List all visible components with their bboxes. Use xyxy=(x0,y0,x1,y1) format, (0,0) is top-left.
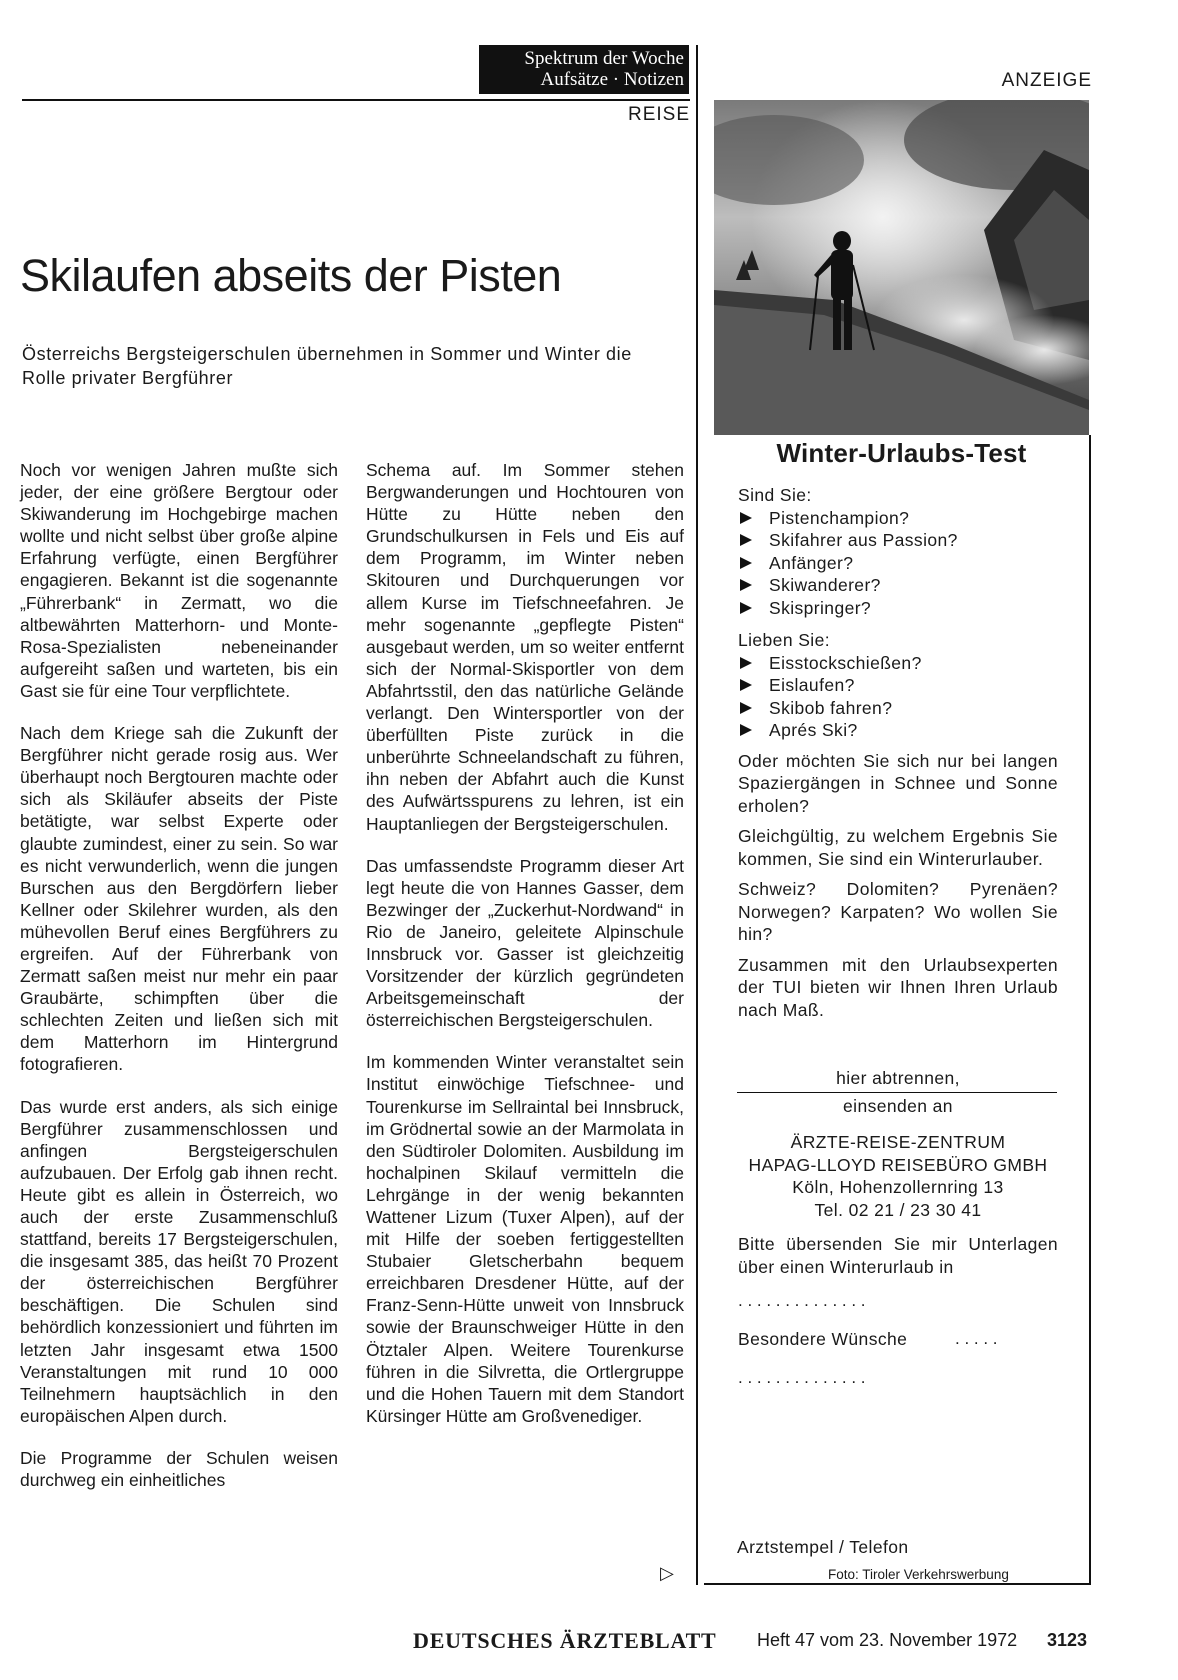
article-column-2 xyxy=(366,459,684,1447)
section-subtitle: Aufsätze · Notizen xyxy=(540,69,684,90)
article-subtitle: Österreichs Bergsteigerschulen übernehmen in Sommer und Winter die Rolle privater Bergführer xyxy=(22,344,632,388)
article-column-1 xyxy=(20,459,338,1511)
ad-paragraph: Zusammen mit den Urlaubsexperten der TUI bieten wir Ihnen Ihren Urlaub nach Maß. xyxy=(738,954,1058,1020)
list-item-label: Eislaufen? xyxy=(769,675,855,695)
address-line: ÄRZTE-REISE-ZENTRUM xyxy=(790,1132,1006,1152)
bullet-triangle-icon xyxy=(740,579,752,591)
address-line: Köln, Hohenzollernring 13 xyxy=(792,1177,1004,1197)
paragraph: Nach dem Kriege sah die Zukunft der Bergführer nicht gerade rosig aus. Wer überhaupt noch Bergtouren machte oder sich als Skiläufer abseits der Piste betätigte, war selbst Experte oder glaubte zumindest, einer zu sein. So war es nicht verwunderlich, wenn die jungen Burschen aus den Bergdörfern lieber Kellner oder Skilehrer wurden, als den mühevollen Beruf eines Bergführers zu ergreifen. Auf der Führerbank von Zermatt saßen meist nur mehr ein paar Graubärte, schimpften über die schlechten Zeiten und ließen sich mit dem Matterhorn im Hintergrund fotografieren. xyxy=(20,723,338,1075)
list-item xyxy=(738,674,1058,697)
bullet-triangle-icon xyxy=(740,534,752,546)
wishes-fill-in-line[interactable]: . . . . . xyxy=(955,1329,998,1348)
rubric-label: REISE xyxy=(627,104,690,125)
list-item-label: Skibob fahren? xyxy=(769,697,893,718)
fill-in-line[interactable]: . . . . . . . . . . . . . . xyxy=(738,1291,866,1310)
cut-instruction-2: einsenden an xyxy=(843,1096,953,1116)
photo-credit: Foto: Tiroler Verkehrswerbung xyxy=(828,1567,1009,1582)
list-item-label: Skispringer? xyxy=(769,597,872,618)
list-item-label: Aprés Ski? xyxy=(769,720,858,740)
cut-instruction-1: hier abtrennen, xyxy=(836,1068,960,1088)
ad-paragraph: Gleichgültig, zu welchem Ergebnis Sie kommen, Sie sind ein Winterurlauber. xyxy=(738,826,1058,869)
bullet-triangle-icon xyxy=(740,724,752,736)
list-item xyxy=(738,597,1058,620)
bullet-triangle-icon xyxy=(740,602,752,614)
section-badge xyxy=(479,45,689,94)
publication-name: DEUTSCHES ÄRZTEBLATT xyxy=(413,1628,717,1653)
list-item xyxy=(738,697,1058,720)
paragraph: Die Programme der Schulen weisen durchweg ein einheitliches xyxy=(20,1447,338,1491)
issue-info: Heft 47 vom 23. November 1972 xyxy=(757,1630,1018,1650)
list-item xyxy=(738,652,1058,675)
bullet-triangle-icon xyxy=(740,512,752,524)
ad-list-1 xyxy=(738,507,1058,620)
section-title: Spektrum der Woche xyxy=(524,48,684,69)
list-item xyxy=(738,574,1058,597)
paragraph: Noch vor wenigen Jahren mußte sich jeder, der eine größere Bergtour oder Skiwanderung im Hochgebirge machen wollte und nicht selbst über große alpine Erfahrung verfügte, einen Bergführer engagieren. Bekannt ist die sogenannte „Führerbank“ in Zermatt, wo die altbewährten Matterhorn- und Monte-Rosa-Spezialisten nebeneinander aufgereiht saßen und warteten, bis ein Gast sie für eine Tour verpflichtete. xyxy=(20,460,338,701)
list-item xyxy=(738,719,1058,742)
paragraph: Das wurde erst anders, als sich einige Bergführer zusammenschlossen und anfingen Bergsteigerschulen aufzubauen. Der Erfolg gab ihnen recht. Heute gibt es allein in Österreich, wo auch der erste Zusammenschluß stattfand, bereits 17 Bergsteigerschulen, die insgesamt 385, das heißt 70 Prozent der österreichischen Bergführer beschäftigen. Die Schulen sind behördlich konzessioniert und führten im letzten Jahr insgesamt etwa 1500 Veranstaltungen mit rund 10 000 Teilnehmern hauptsächlich in den europäischen Alpen durch. xyxy=(20,1096,338,1426)
header-rule xyxy=(22,99,690,101)
address-line: HAPAG-LLOYD REISEBÜRO GMBH xyxy=(748,1154,1048,1175)
article-title: Skilaufen abseits der Pisten xyxy=(20,250,562,301)
list-item-label: Skifahrer aus Passion? xyxy=(769,530,958,550)
bullet-triangle-icon xyxy=(740,679,752,691)
paragraph: Das umfassendste Programm dieser Art legt heute die von Hannes Gasser, dem Bezwinger der „Zuckerhut-Nordwand“ in Rio de Janeiro, geleitete Alpinschule Innsbruck vor. Gasser ist gleichzeitig Vorsitzender der kürzlich gegründeten Arbeitsgemeinschaft der österreichischen Bergsteigerschulen. xyxy=(366,855,684,1031)
address-line: Tel. 02 21 / 23 30 41 xyxy=(814,1199,982,1220)
list-item xyxy=(738,529,1058,552)
column-divider xyxy=(696,45,698,1585)
wishes-label: Besondere Wünsche xyxy=(738,1329,908,1349)
bullet-triangle-icon xyxy=(740,557,752,569)
list-item-label: Eisstockschießen? xyxy=(769,652,922,673)
list-item xyxy=(738,507,1058,530)
cut-line xyxy=(737,1092,1057,1093)
bullet-triangle-icon xyxy=(740,657,752,669)
continue-arrow-icon: ▷ xyxy=(660,1563,674,1583)
ad-question-2: Lieben Sie: xyxy=(738,630,830,650)
list-item-label: Pistenchampion? xyxy=(769,507,910,528)
paragraph: Im kommenden Winter veranstaltet sein Institut einwöchige Tiefschnee- und Tourenkurse im Sellraintal bei Innsbruck, im Grödnertal sowie an der Marmolata in den Südtiroler Dolomiten. Ausbildung im hochalpinen Skilauf vermitteln die Lehrgänge in der wenig bekannten Wattener Lizum (Tuxer Alpen), auf der mit Hilfe der soeben fertiggestellten Stubaier Gletscherbahn bequem erreichbaren Dresdener Hütte, auf der Franz-Senn-Hütte unweit von Innsbruck sowie der Braunschweiger Hütte in den Ötztaler Alpen. Weitere Tourenkurse führen in die Silvretta, die Ortlergruppe und die Hohen Tauern mit dem Standort Kürsinger Hütte am Großvenediger. xyxy=(366,1052,684,1426)
request-text: Bitte übersenden Sie mir Unterlagen über einen Winterurlaub in xyxy=(738,1234,1058,1277)
list-item xyxy=(738,552,1058,575)
bullet-triangle-icon xyxy=(740,702,752,714)
list-item-label: Skiwanderer? xyxy=(769,575,881,595)
ad-headline: Winter-Urlaubs-Test xyxy=(776,438,1027,468)
ad-paragraph: Oder möchten Sie sich nur bei langen Spaziergängen in Schnee und Sonne erholen? xyxy=(738,750,1058,816)
address-block xyxy=(738,1131,1058,1221)
ad-label: ANZEIGE xyxy=(1001,70,1092,91)
fill-in-line[interactable]: . . . . . . . . . . . . . . xyxy=(738,1368,866,1387)
paragraph: Schema auf. Im Sommer stehen Bergwanderungen und Hochtouren von Hütte zu Hütte neben den Grundschulkursen in Fels und Eis auf dem Programm, im Winter neben Skitouren und Durchquerungen vor allem Kurse im Tiefschneefahren. Je mehr sogenannte „gepflegte Pisten“ ausgebaut werden, um so weiter entfernt sich der Normal-Skisportler von dem Abfahrtsstil, den das natürliche Gelände verlangt. Den Wintersportler von der überfüllten Piste zurück in die unberührte Schneelandschaft zu führen, ihn neben der Abfahrt auch die Kunst des Aufwärtsspurens zu lehren, ist ein Hauptanliegen der Bergsteigerschulen. xyxy=(366,460,684,834)
ad-photo-skier xyxy=(714,100,1089,435)
ad-question-1: Sind Sie: xyxy=(738,485,812,505)
page-number: 3123 xyxy=(1047,1630,1088,1650)
ad-list-2 xyxy=(738,652,1058,742)
ad-body xyxy=(738,484,1058,1021)
stamp-label: Arztstempel / Telefon xyxy=(737,1537,909,1557)
ad-paragraph: Schweiz? Dolomiten? Pyrenäen? Norwegen? Karpaten? Wo wollen Sie hin? xyxy=(738,879,1058,944)
list-item-label: Anfänger? xyxy=(769,552,854,573)
